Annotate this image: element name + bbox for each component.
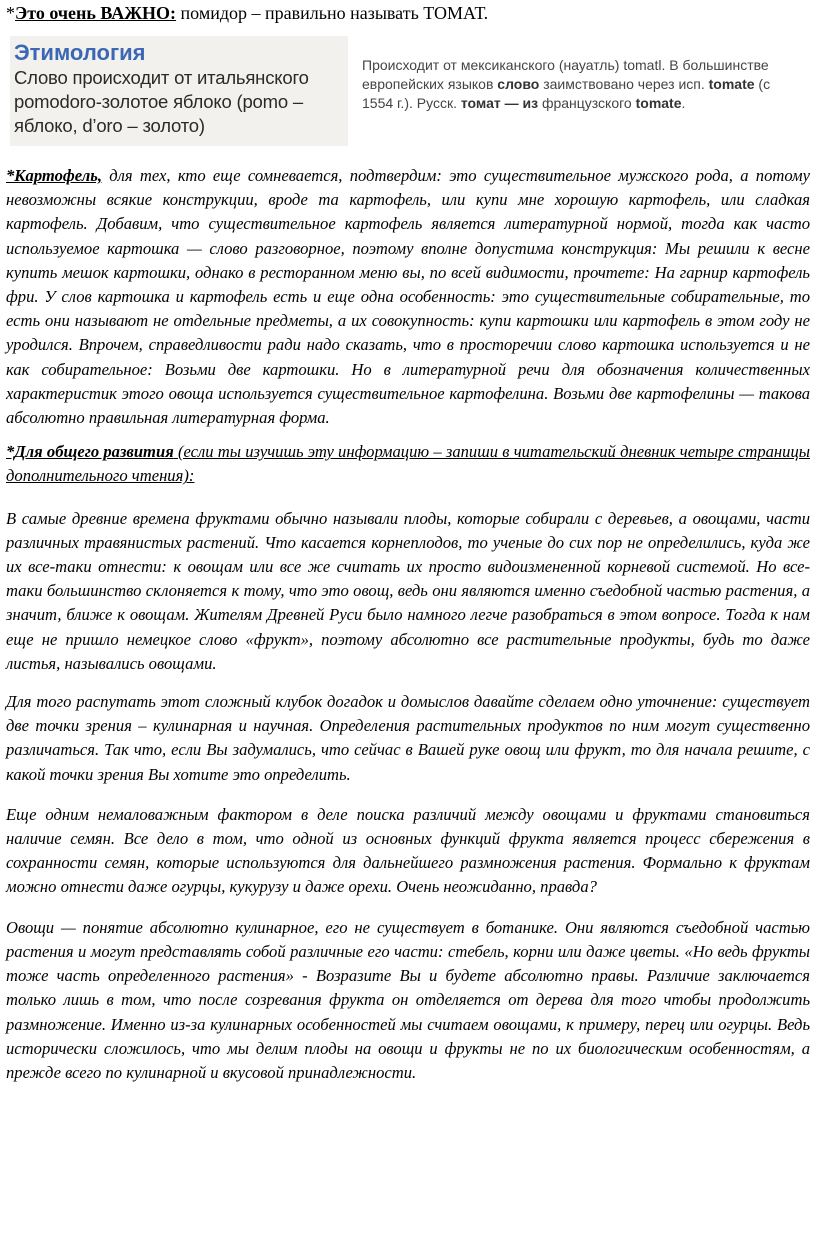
dict-bold-3: томат — из	[460, 95, 539, 111]
asterisk: *	[6, 3, 15, 23]
dict-bold-4: tomate	[635, 95, 682, 111]
etymology-title: Этимология	[14, 40, 146, 65]
general-heading: *Для общего развития	[6, 442, 174, 462]
paragraph-ancient-times: В самые древние времена фруктами обычно называли плоды, которые собирали с деревьев, а овощами, части различных травянистых растений. Что касается корнеплодов, то ученые до сих пор не определились, куда же их все-таки отнести: к овощам или все же считать их просто видоизмененной корневой системой. Но все-таки большинство склоняется к тому, что это овощ, ведь они являются именно съедобной частью растения, а значит, ближе к овощам. Жителям Древней Руси было намного легче разобраться в этом вопросе. Тогда к нам еще не пришло немецкое слово «фрукт», поэтому абсолютно все растительные продукты, будь то даже листья, назывались овощами.	[6, 508, 810, 673]
important-label: Это очень ВАЖНО:	[15, 3, 177, 23]
etymology-body: Слово происходит от итальянского pomodoro-золотое яблоко (pomo – яблоко, d’oro – золото)	[14, 67, 309, 136]
dict-bold-1: слово	[497, 76, 540, 92]
potato-paragraph	[6, 164, 810, 430]
potato-heading: *Картофель,	[6, 166, 102, 185]
dict-text-3: (с 1554 г.). Русск.	[362, 76, 771, 111]
general-note: (если ты изучишь эту информацию – запиши в читательский дневник четыре страницы дополнительного чтения):	[6, 442, 810, 486]
general-development-heading	[6, 440, 810, 488]
paragraph-two-viewpoints: Для того распутать этот сложный клубок догадок и домыслов давайте сделаем одно уточнение: существует две точки зрения – кулинарная и научная. Определения растительных продуктов по ним могут существенно различаться. Так что, если Вы задумались, что сейчас в Вашей руке овощ или фрукт, то для начала решите, с какой точки зрения Вы хотите это определить.	[6, 692, 810, 784]
etymology-section	[6, 36, 810, 148]
dict-text-5: .	[681, 95, 686, 111]
paragraph-vegetables: Овощи — понятие абсолютно кулинарное, его не существует в ботанике. Они являются съедобной частью растения и могут представлять собой различные его части: стебель, корни или даже цветы. «Но ведь фрукты тоже часть определенного растения» - Возразите Вы и будете абсолютно правы. Различие заключается только лишь в том, что после созревания фрукта он отделяется от дерева для того чтобы продолжить размножение. Именно из-за кулинарных особенностей мы считаем овощами, к примеру, перец или огурцы. Ведь исторически сложилось, что мы делим плоды на овощи и фрукты не по их биологическим особенностям, а прежде всего по кулинарной и вкусовой принадлежности.	[6, 917, 810, 1082]
dict-bold-2: tomate	[708, 76, 755, 92]
dict-text-4: французского	[538, 95, 636, 111]
dictionary-excerpt	[362, 56, 782, 113]
important-text: помидор – правильно называть ТОМАТ.	[176, 3, 489, 23]
dict-text-1: Происходит от мексиканского (науатль) tomatl. В большинстве европейских языков	[362, 57, 769, 92]
document-page	[6, 0, 810, 1085]
etymology-image	[10, 36, 348, 146]
paragraph-seeds: Еще одним немаловажным фактором в деле поиска различий между овощами и фруктами становиться наличие семян. Все дело в том, что одной из основных функций фрукта является процесс сбережения в сохранности семян, которые используются для дальнейшего размножения растения. Формально к фруктам можно отнести даже огурцы, кукурузу и даже орехи. Очень неожиданно, правда?	[6, 804, 810, 897]
dict-text-2: заимствовано через исп.	[539, 76, 709, 92]
potato-text: для тех, кто еще сомневается, подтвердим: это существительное мужского рода, а потому невозможны всякие конструкции, вроде та картофель, или купи мне хорошую картофель, или сладкая картофель. Добавим, что существительное картофель является литературной нормой, тогда как часто используемое картошка — слово разговорное, поэтому вполне допустима конструкция: Мы решили к весне купить мешок картошки, однако в ресторанном меню вы, по всей видимости, прочтете: На гарнир картофель фри. У слов картошка и картофель есть и еще одна особенность: это существительные собирательные, то есть они называют не отдельные предметы, а их совокупность: купи картошки или картофель в этом году не уродился. Впрочем, справедливости ради надо сказать, что в просторечии слово картошка используется и не как собирательное: Возьми две картошки. Но в литературной речи для обозначения количественных характеристик этого овоща используется существительное картофелина. Возьми две картофелины — такова абсолютно правильная литературная форма.	[6, 166, 810, 428]
important-note	[6, 2, 810, 24]
